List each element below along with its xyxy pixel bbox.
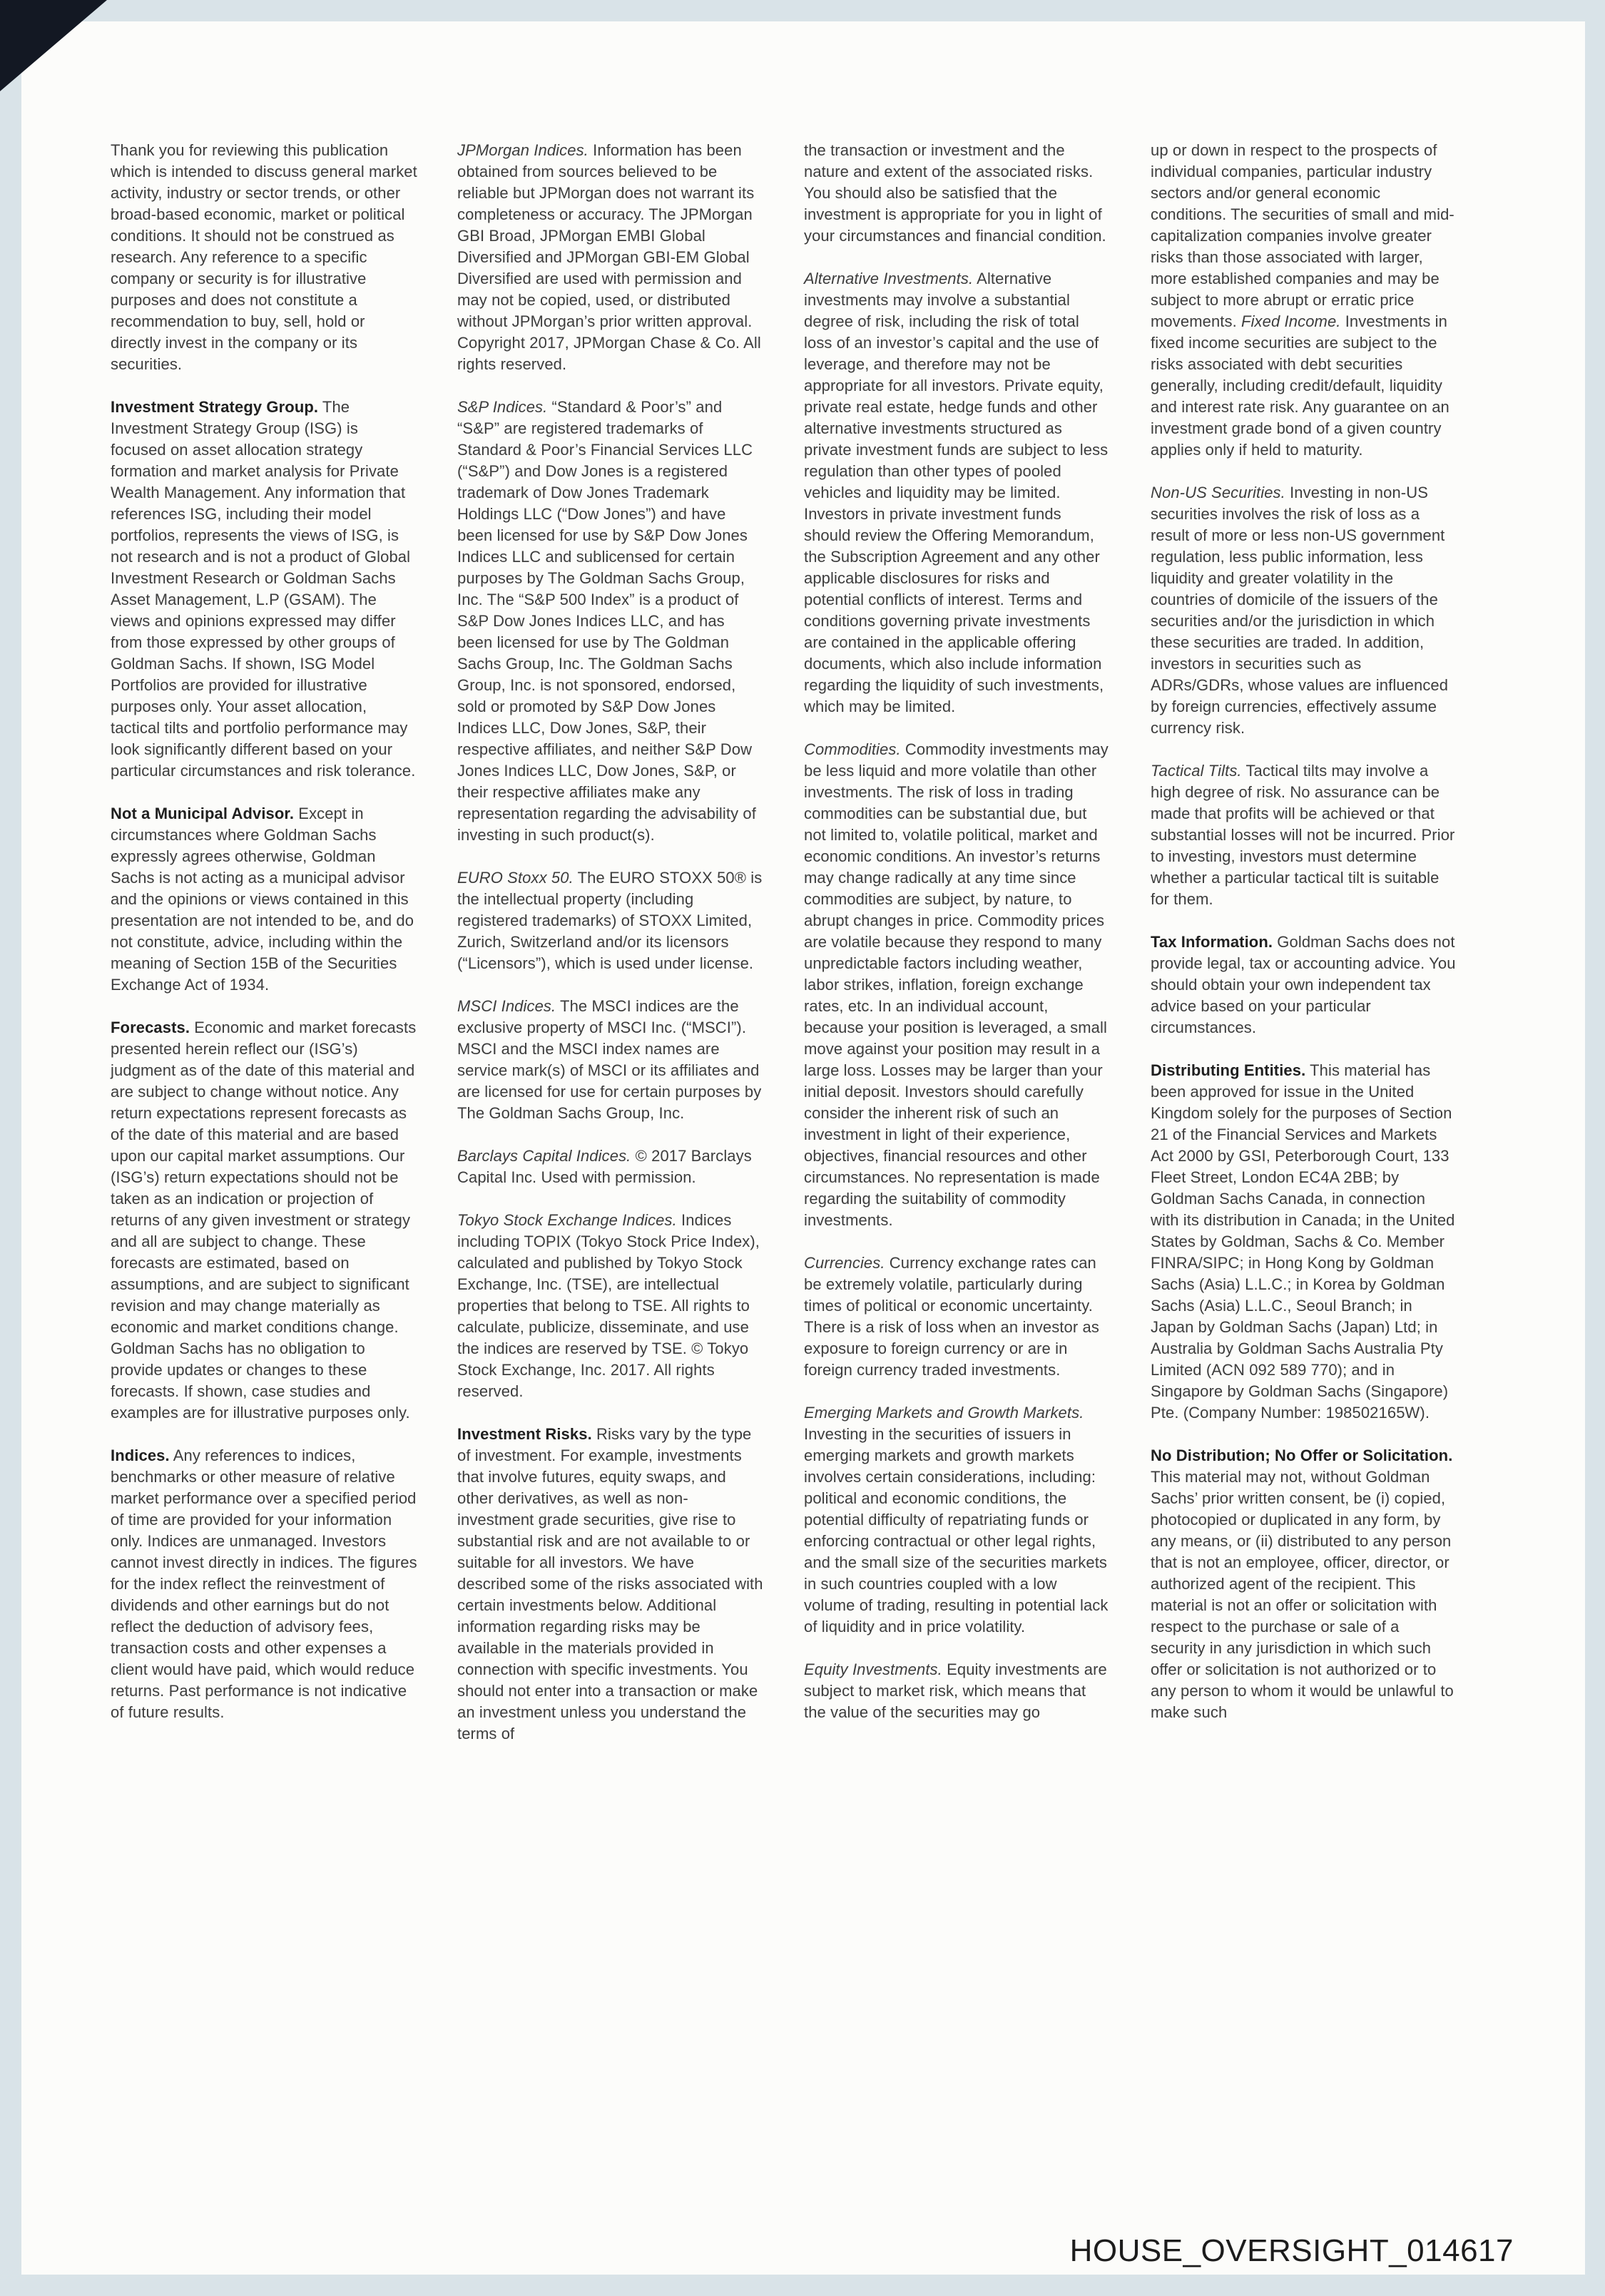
paragraph-lead: Investment Risks.: [457, 1425, 592, 1443]
paragraph-lead: Tokyo Stock Exchange Indices.: [457, 1211, 677, 1229]
paragraph-lead: Alternative Investments.: [804, 270, 974, 287]
paragraph-text: Tactical tilts may involve a high degree of risk. No assurance can be made that profits will be achieved or that substantial losses will not be incurred. Prior to investing, investors must determine whether a particular tactical tilt is suitable for them.: [1151, 762, 1455, 908]
paragraph-lead: EURO Stoxx 50.: [457, 869, 574, 887]
paragraph-text: Commodity investments may be less liquid and more volatile than other investments. The risk of loss in trading commodities can be substantial due, but not limited to, volatile political, market and economic conditions. An investor’s returns may change radically at any time since commodities are subject, by nature, to abrupt changes in price. Commodity prices are volatile because they respond to many unpredictable factors including weather, labor strikes, inflation, foreign exchange rates, etc. In an individual account, because your position is leveraged, a small move against your position may result in a large loss. Losses may be larger than your initial deposit. Investors should carefully consider the inherent risk of such an investment in light of their experience, objectives, financial resources and other circumstances. No representation is made regarding the suitability of commodity investments.: [804, 740, 1109, 1229]
column-1: [111, 140, 417, 1766]
page-corner-fold: [0, 0, 107, 91]
paragraph: [457, 1424, 764, 1745]
paragraph: [457, 867, 764, 974]
paragraph-lead: Not a Municipal Advisor.: [111, 805, 295, 822]
paragraph-lead: Tax Information.: [1151, 933, 1273, 951]
paragraph-text: Investments in fixed income securities are subject to the risks associated with debt securities generally, including credit/default, liquidity and interest rate risk. Any guarantee on an investment grade bond of a given country applies only if held to maturity.: [1151, 312, 1449, 459]
paragraph: [1151, 1060, 1457, 1424]
paragraph-lead: S&P Indices.: [457, 398, 548, 416]
paragraph: [111, 1445, 417, 1723]
paragraph-text: This material may not, without Goldman Sachs’ prior written consent, be (i) copied, photocopied or duplicated in any form, by any means, or (ii) distributed to any person that is not an employee, officer, director, or authorized agent of the recipient. This material is not an offer or solicitation with respect to the purchase or sale of a security in any jurisdiction in which such offer or solicitation is not authorized or to any person to whom it would be unlawful to make such: [1151, 1468, 1454, 1721]
paragraph: [1151, 932, 1457, 1039]
paragraph-lead: Indices.: [111, 1447, 170, 1464]
paragraph: [1151, 1445, 1457, 1723]
paragraph: [111, 1017, 417, 1424]
paragraph-lead: No Distribution; No Offer or Solicitation.: [1151, 1447, 1453, 1464]
paragraph-text: “Standard & Poor’s” and “S&P” are registered trademarks of Standard & Poor’s Financial Services LLC (“S&P”) and Dow Jones is a registered trademark of Dow Jones Trademark Holdings LLC (“Dow Jones”) and have been licensed for use by S&P Dow Jones Indices LLC and sublicensed for certain purposes by The Goldman Sachs Group, Inc. The “S&P 500 Index” is a product of S&P Dow Jones Indices LLC, and has been licensed for use by The Goldman Sachs Group, Inc. The Goldman Sachs Group, Inc. is not sponsored, endorsed, sold or promoted by S&P Dow Jones Indices LLC, Dow Jones, S&P, their respective affiliates, and neither S&P Dow Jones Indices LLC, Dow Jones, S&P, or their respective affiliates make any representation regarding the advisability of investing in such product(s).: [457, 398, 756, 844]
paragraph: [804, 268, 1111, 718]
paragraph-lead: Fixed Income.: [1241, 312, 1341, 330]
paragraph-text: Except in circumstances where Goldman Sachs expressly agrees otherwise, Goldman Sachs is not acting as a municipal advisor and the opinions or views contained in this presentation are not intended to be, and do not constitute, advice, including within the meaning of Section 15B of the Securities Exchange Act of 1934.: [111, 805, 414, 994]
paragraph-lead: Forecasts.: [111, 1019, 190, 1036]
paragraph-text: Indices including TOPIX (Tokyo Stock Price Index), calculated and published by Tokyo Stock Exchange, Inc. (TSE), are intellectual properties that belong to TSE. All rights to calculate, publicize, disseminate, and use the indices are reserved by TSE. © Tokyo Stock Exchange, Inc. 2017. All rights reserved.: [457, 1211, 760, 1400]
paragraph: [457, 1146, 764, 1188]
paragraph-text: Equity investments are subject to market risk, which means that the value of the securities may go: [804, 1660, 1107, 1721]
paragraph-lead: JPMorgan Indices.: [457, 141, 588, 159]
paragraph-text: Thank you for reviewing this publication which is intended to discuss general market activity, industry or sector trends, or other broad-based economic, market or political conditions. It should not be construed as research. Any reference to a specific company or security is for illustrative purposes and does not constitute a recommendation to buy, sell, hold or directly invest in the company or its securities.: [111, 141, 417, 373]
paragraph: [804, 1402, 1111, 1638]
paragraph: [804, 1252, 1111, 1381]
paragraph-lead: Investment Strategy Group.: [111, 398, 319, 416]
paragraph-lead: Barclays Capital Indices.: [457, 1147, 631, 1165]
paragraph: [457, 397, 764, 846]
paragraph-lead: Tactical Tilts.: [1151, 762, 1242, 780]
paragraph-lead: Equity Investments.: [804, 1660, 942, 1678]
paragraph: [1151, 760, 1457, 910]
paragraph-text: Any references to indices, benchmarks or other measure of relative market performance over a specified period of time are provided for your information only. Indices are unmanaged. Investors cannot invest directly in indices. The figures for the index reflect the reinvestment of dividends and other earnings but do not reflect the deduction of advisory fees, transaction costs and other expenses a client would have paid, which would reduce returns. Past performance is not indicative of future results.: [111, 1447, 417, 1721]
paragraph-text: Currency exchange rates can be extremely volatile, particularly during times of political or economic uncertainty. There is a risk of loss when an investor as exposure to foreign currency or are in foreign currency traded investments.: [804, 1254, 1099, 1379]
paragraph: [804, 739, 1111, 1231]
paragraph: [111, 140, 417, 375]
column-3: [804, 140, 1111, 1766]
paragraph: [457, 996, 764, 1124]
paragraph-text: This material has been approved for issue in the United Kingdom solely for the purposes of Section 21 of the Financial Services and Markets Act 2000 by GSI, Peterborough Court, 133 Fleet Street, London EC4A 2BB; by Goldman Sachs Canada, in connection with its distribution in Canada; in the United States by Goldman, Sachs & Co. Member FINRA/SIPC; in Hong Kong by Goldman Sachs (Asia) L.L.C.; in Korea by Goldman Sachs (Asia) L.L.C., Seoul Branch; in Japan by Goldman Sachs (Japan) Ltd; in Australia by Goldman Sachs Australia Pty Limited (ACN 092 589 770); and in Singapore by Goldman Sachs (Singapore) Pte. (Company Number: 198502165W).: [1151, 1061, 1455, 1422]
paragraph-lead: Distributing Entities.: [1151, 1061, 1306, 1079]
paragraph-lead: MSCI Indices.: [457, 997, 556, 1015]
paragraph: [804, 1659, 1111, 1723]
paragraph-text: Alternative investments may involve a substantial degree of risk, including the risk of total loss of an investor’s capital and the use of leverage, and therefore may not be appropriate for all investors. Private equity, private real estate, hedge funds and other alternative investments structured as private investment funds are subject to less regulation than other types of pooled vehicles and liquidity may be limited. Investors in private investment funds should review the Offering Memorandum, the Subscription Agreement and any other applicable disclosures for risks and potential conflicts of interest. Terms and conditions governing private investments are contained in the applicable offering documents, which also include information regarding the liquidity of such investments, which may be limited.: [804, 270, 1109, 715]
paragraph-text: Goldman Sachs does not provide legal, tax or accounting advice. You should obtain your own independent tax advice based on your particular circumstances.: [1151, 933, 1456, 1036]
paragraph-text: © 2017 Barclays Capital Inc. Used with permission.: [457, 1147, 752, 1186]
paragraph-lead: Currencies.: [804, 1254, 885, 1272]
column-2: [457, 140, 764, 1766]
paragraph: [1151, 482, 1457, 739]
paragraph-text: Investing in non-US securities involves the risk of loss as a result of more or less non-US government regulation, less public information, less liquidity and greater volatility in the countries of domicile of the issuers of the securities and/or the jurisdiction in which these securities are traded. In addition, investors in securities such as ADRs/GDRs, whose values are influenced by foreign currencies, effectively assume currency risk.: [1151, 484, 1449, 737]
paragraph: [111, 803, 417, 996]
paragraph: [457, 140, 764, 375]
paragraph: [111, 397, 417, 782]
paragraph-text: The Investment Strategy Group (ISG) is focused on asset allocation strategy formation and market analysis for Private Wealth Management. Any information that references ISG, including their model portfolios, represents the views of ISG, is not research and is not a product of Global Investment Research or Goldman Sachs Asset Management, L.P (GSAM). The views and opinions expressed may differ from those expressed by other groups of Goldman Sachs. If shown, ISG Model Portfolios are provided for illustrative purposes only. Your asset allocation, tactical tilts and portfolio performance may look significantly different based on your particular circumstances and risk tolerance.: [111, 398, 416, 780]
paragraph-text: Investing in the securities of issuers in emerging markets and growth markets involves certain considerations, including: political and economic conditions, the potential difficulty of repatriating funds or enforcing contractual or other legal rights, and the small size of the securities markets in such countries coupled with a low volume of trading, resulting in potential lack of liquidity and in price volatility.: [804, 1425, 1109, 1636]
column-4: [1151, 140, 1457, 1766]
paragraph-text: the transaction or investment and the nature and extent of the associated risks. You should also be satisfied that the investment is appropriate for you in light of your circumstances and financial condition.: [804, 141, 1106, 245]
paragraph: [1151, 140, 1457, 461]
paragraph-lead: Commodities.: [804, 740, 901, 758]
bates-stamp: HOUSE_OVERSIGHT_014617: [1069, 2233, 1514, 2268]
paragraph-text: The EURO STOXX 50® is the intellectual property (including registered trademarks) of STOXX Limited, Zurich, Switzerland and/or its licensors (“Licensors”), which is used under license.: [457, 869, 763, 972]
paragraph-lead: Emerging Markets and Growth Markets.: [804, 1404, 1084, 1422]
paragraph-text: up or down in respect to the prospects of individual companies, particular industry sectors and/or general economic conditions. The securities of small and mid-capitalization companies involve greater risks than those associated with larger, more established companies and may be subject to more abrupt or erratic price movements.: [1151, 141, 1454, 330]
disclosure-columns: [111, 140, 1457, 1766]
paragraph-text: Risks vary by the type of investment. For example, investments that involve futures, equity swaps, and other derivatives, as well as non-investment grade securities, give rise to substantial risk and are not available to or suitable for all investors. We have described some of the risks associated with certain investments below. Additional information regarding risks may be available in the materials provided in connection with specific investments. You should not enter into a transaction or make an investment unless you understand the terms of: [457, 1425, 763, 1743]
paragraph: [457, 1210, 764, 1402]
paragraph: [804, 140, 1111, 247]
paragraph-text: The MSCI indices are the exclusive property of MSCI Inc. (“MSCI”). MSCI and the MSCI index names are service mark(s) of MSCI or its affiliates and are licensed for use for certain purposes by The Goldman Sachs Group, Inc.: [457, 997, 762, 1122]
paragraph-text: Information has been obtained from sources believed to be reliable but JPMorgan does not warrant its completeness or accuracy. The JPMorgan GBI Broad, JPMorgan EMBI Global Diversified and JPMorgan GBI-EM Global Diversified are used with permission and may not be copied, used, or distributed without JPMorgan’s prior written approval. Copyright 2017, JPMorgan Chase & Co. All rights reserved.: [457, 141, 761, 373]
paragraph-text: Economic and market forecasts presented herein reflect our (ISG’s) judgment as of the date of this material and are subject to change without notice. Any return expectations represent forecasts as of the date of this material and are based upon our capital market assumptions. Our (ISG’s) return expectations should not be taken as an indication or projection of returns of any given investment or strategy and all are subject to change. These forecasts are estimated, based on assumptions, and are subject to significant revision and may change materially as economic and market conditions change. Goldman Sachs has no obligation to provide updates or changes to these forecasts. If shown, case studies and examples are for illustrative purposes only.: [111, 1019, 417, 1422]
paragraph-lead: Non-US Securities.: [1151, 484, 1285, 501]
